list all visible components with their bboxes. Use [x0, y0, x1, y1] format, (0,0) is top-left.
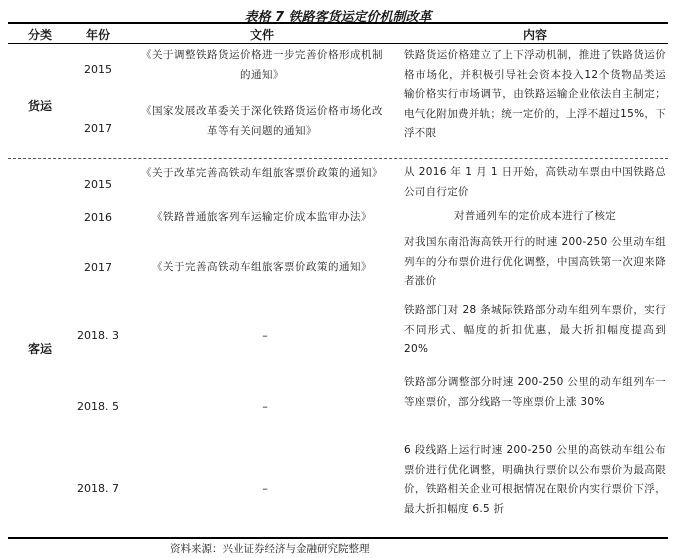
passenger-year-6: 2018. 7 [77, 482, 119, 495]
category-freight: 货运 [27, 99, 52, 113]
bottom-rule [8, 537, 668, 539]
section-divider [8, 158, 668, 159]
passenger-document-1: 《关于改革完善高铁动车组旅客票价政策的通知》 [141, 167, 383, 179]
passenger-content-4: 铁路部门对 28 条城际铁路部分动车组列车票价，实行不同形式、幅度的折扣优惠，最大折扣幅度提高到 20% [404, 304, 666, 355]
header-content: 内容 [522, 28, 547, 42]
passenger-content-5: 铁路部分调整部分时速 200-250 公里的动车组列车一等座票价，部分线路一等座票价上涨 30% [404, 376, 666, 408]
passenger-content-2: 对普通列车的定价成本进行了核定 [454, 210, 616, 222]
header-year: 年份 [85, 28, 110, 42]
passenger-document-6: – [262, 482, 268, 495]
freight-document-1: 《关于调整铁路货运价格进一步完善价格形成机制的通知》 [141, 49, 383, 81]
header-rule [8, 43, 668, 44]
passenger-content-6: 6 段线路上运行时速 200-250 公里的高铁动车组公布票价进行优化调整，明确执行票价以公布票价为最高限价，铁路相关企业可根据情况在限价内实行票价下浮，最大折扣幅度 6.5 折 [404, 444, 666, 515]
passenger-content-1: 从 2016 年 1 月 1 日开始，高铁动车票由中国铁路总公司自行定价 [404, 166, 666, 198]
passenger-content-3: 对我国东南沿海高铁开行的时速 200-250 公里动车组列车的分布票价进行优化调整，中国高铁第一次迎来降者涨价 [404, 236, 666, 287]
table-title: 表格 7 铁路客货运定价机制改革 [244, 10, 432, 25]
source-note: 资料来源：兴业证券经济与金融研究院整理 [170, 543, 370, 555]
passenger-document-5: – [262, 400, 268, 413]
passenger-document-2: 《铁路普通旅客列车运输定价成本监审办法》 [152, 211, 372, 223]
header-category: 分类 [27, 28, 52, 42]
passenger-year-4: 2018. 3 [77, 329, 119, 342]
passenger-document-3: 《关于完善高铁动车组旅客票价政策的通知》 [152, 261, 372, 273]
passenger-year-1: 2015 [84, 178, 112, 191]
category-passenger: 客运 [27, 342, 52, 356]
top-rule [8, 22, 668, 24]
passenger-year-3: 2017 [84, 261, 112, 274]
freight-year-1: 2015 [84, 63, 112, 76]
passenger-document-4: – [262, 329, 268, 342]
header-document: 文件 [249, 28, 274, 42]
freight-content: 铁路货运价格建立了上下浮动机制，推进了铁路货运价格市场化，并积极引导社会资本投入12个货物品类运输价格实行市场调节，由铁路运输企业依法自主制定；电气化附加费并轨；统一定价的，上浮不超过15%，下浮不限 [404, 49, 666, 139]
passenger-year-5: 2018. 5 [77, 400, 119, 413]
freight-document-2: 《国家发展改革委关于深化铁路货运价格市场化改革等有关问题的通知》 [141, 105, 383, 137]
freight-year-2: 2017 [84, 122, 112, 135]
passenger-year-2: 2016 [84, 211, 112, 224]
